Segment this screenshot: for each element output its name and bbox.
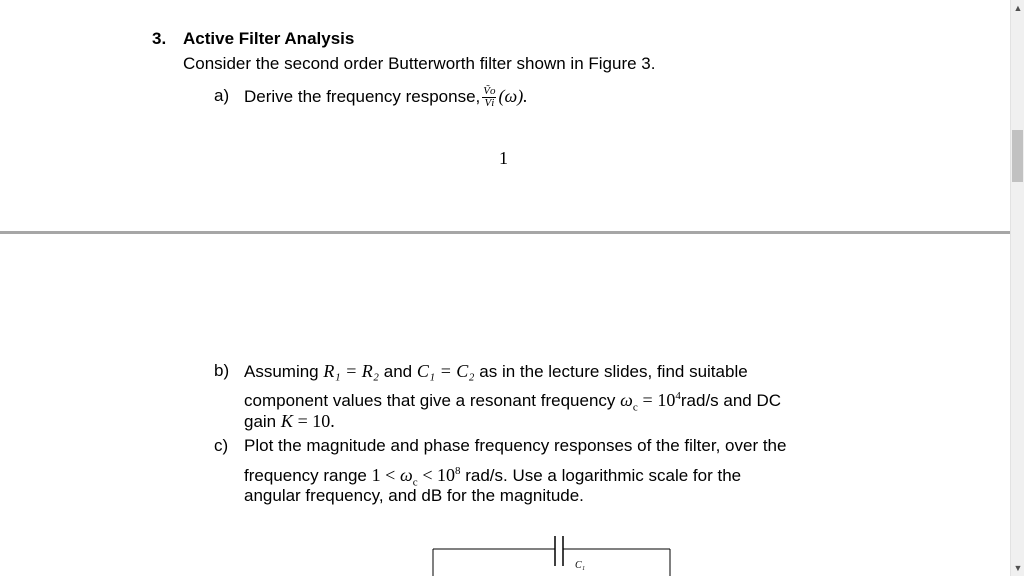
- section-number: 3.: [152, 29, 167, 48]
- page-separator: [0, 231, 1010, 234]
- part-b-label: b): [214, 361, 230, 380]
- part-b-line-3: gain K = 10.: [244, 411, 335, 431]
- transfer-fraction: [482, 86, 496, 109]
- scroll-down-arrow-icon[interactable]: ▼: [1013, 563, 1023, 573]
- part-c-line-3: angular frequency, and dB for the magnitude.: [244, 486, 584, 505]
- vertical-scrollbar[interactable]: [1010, 0, 1024, 576]
- capacitor-label: C₁: [575, 560, 586, 571]
- capacitor-equation: C₁ = C₂: [416, 361, 475, 381]
- gain-value: = 10.: [297, 411, 335, 431]
- section-title: Active Filter Analysis: [183, 29, 355, 48]
- part-b-line-2: component values that give a resonant frequency $\omega_c = 10^4rad/s$ and DC: [244, 390, 782, 414]
- page-number: 1: [499, 148, 508, 168]
- resistor-equation: R₁ = R₂: [323, 361, 380, 381]
- resonant-frequency-value: $10^4$: [657, 390, 681, 410]
- part-c-line-1: Plot the magnitude and phase frequency responses of the filter, over the: [244, 436, 787, 455]
- scroll-thumb[interactable]: [1012, 130, 1023, 182]
- part-a-text: [244, 85, 528, 109]
- fraction-numerator: Ṽo: [483, 85, 496, 98]
- part-c-line-2: frequency range $1 < \omega_c < 10^8$ rad/s. Use a logarithmic scale for the: [244, 465, 742, 489]
- omega-c: $\omega_c$: [620, 390, 638, 414]
- gain-symbol: K: [280, 411, 293, 431]
- part-c-label: c): [214, 436, 229, 455]
- part-a-prompt: Derive the frequency response,: [244, 87, 481, 106]
- intro-text: Consider the second order Butterworth filter shown in Figure 3.: [183, 54, 656, 73]
- omega-c: $\omega_c$: [400, 465, 418, 489]
- part-b-line-1: Assuming R₁ = R₂ and C₁ = C₂ as in the lecture slides, find suitable: [244, 361, 748, 381]
- part-a-label: a): [214, 86, 230, 105]
- scroll-up-arrow-icon[interactable]: ▲: [1013, 3, 1023, 13]
- omega-argument: (ω).: [498, 86, 528, 106]
- fraction-denominator: Ṽi: [484, 97, 495, 110]
- circuit-figure: [420, 530, 680, 576]
- range-upper: < $10^8$: [422, 465, 461, 485]
